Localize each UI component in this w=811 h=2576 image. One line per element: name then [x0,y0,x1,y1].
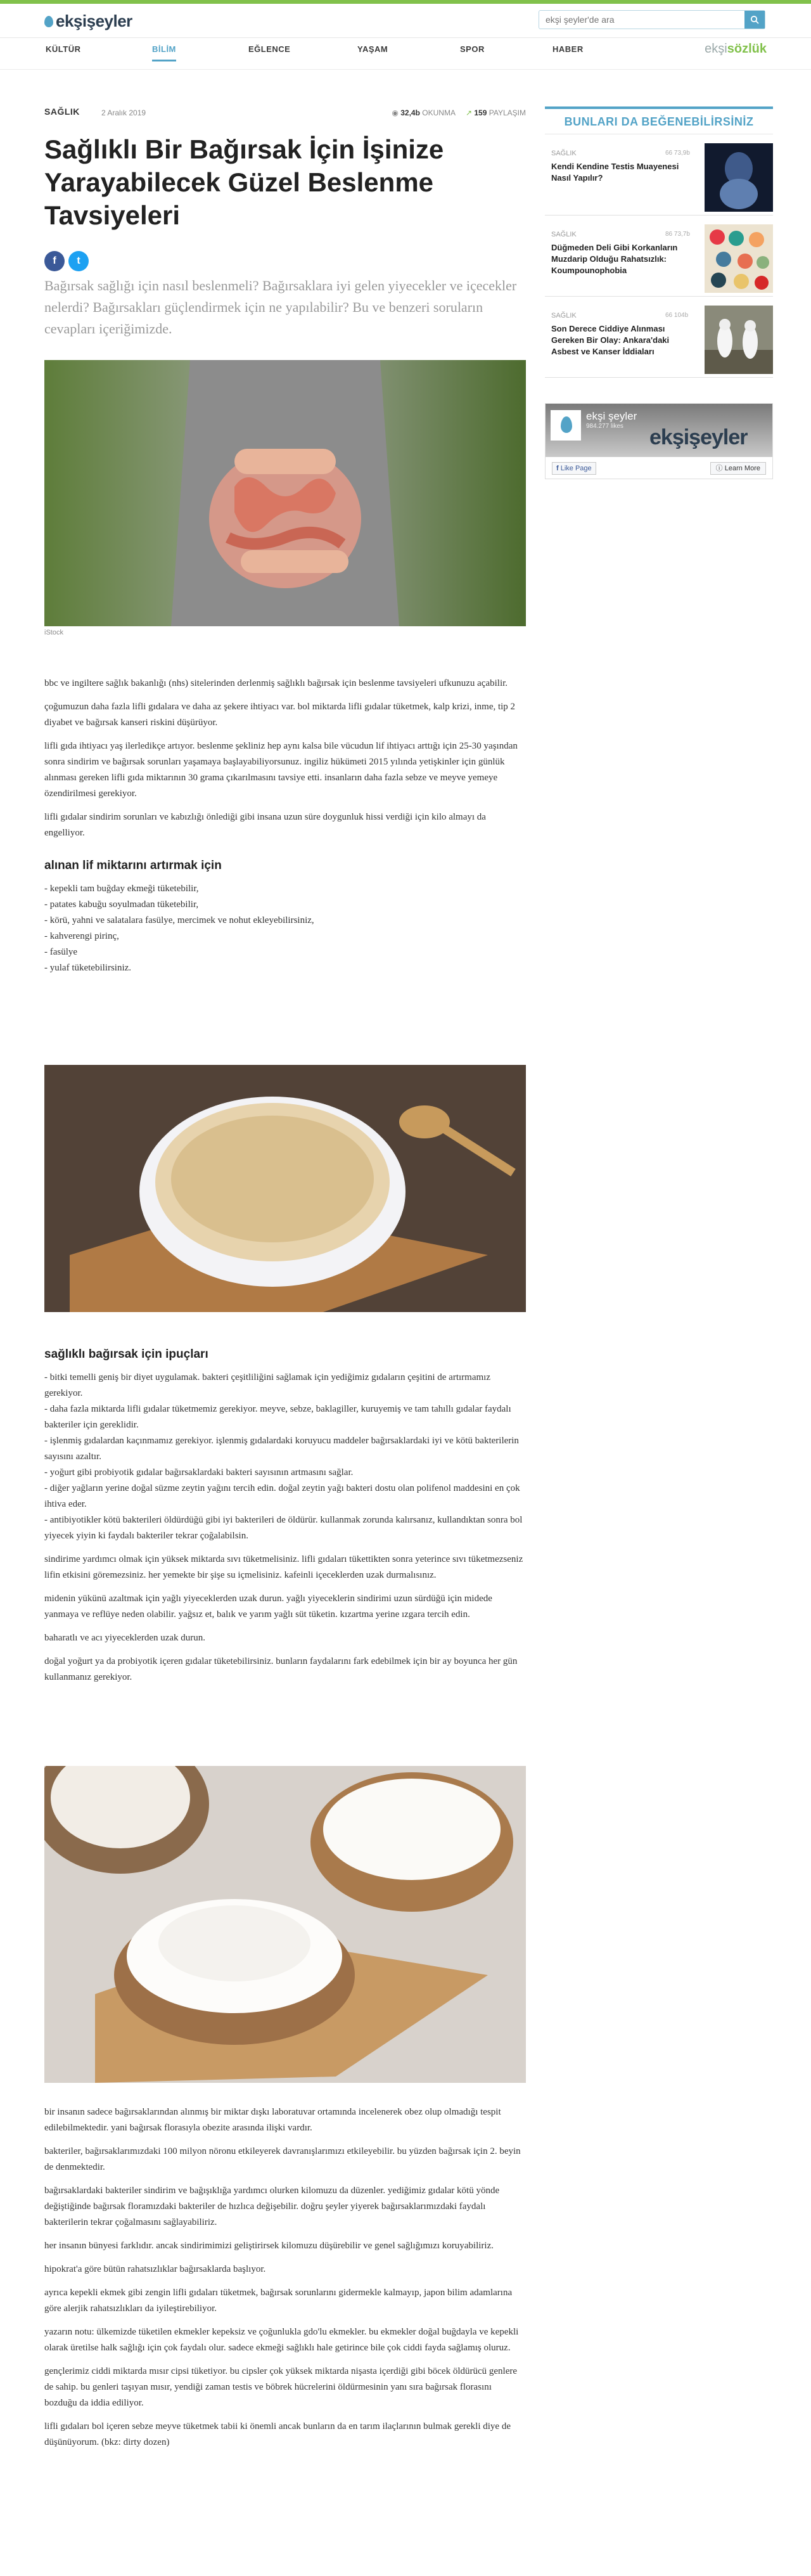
list-item: - körü, yahni ve salatalara fasülye, mercimek ve nohut ekleyebilirsiniz, [44,915,314,925]
list-item: - işlenmiş gıdalardan kaçınmamız gerekiyor. işlenmiş gıdalardaki koruyucu maddeler bağırsaklardaki iyi ve kötü bakterilerin sayısını azaltır. [44,1436,519,1462]
body-paragraph: lifli gıdaları bol içeren sebze meyve tüketmek tabii ki önemli ancak bunların da en tarım ilaçlarının bulmak gerekli diye de düşünüyorum. (bkz: dirty dozen) [44,2421,511,2447]
body-paragraph: bakteriler, bağırsaklarımızdaki 100 milyon nöronu etkileyerek davranışlarımızı etkileyebilir. bu yüzden bağırsak için 2. beyin de denmektedir. [44,2146,521,2172]
article-title: Sağlıklı Bir Bağırsak İçin İşinize Yarayabilecek Güzel Beslenme Tavsiyeleri [44,134,444,230]
list-item: - daha fazla miktarda lifli gıdalar tüketmemiz gerekiyor. meyve, sebze, baklagiller, kuruyemiş ve tam tahıllı gıdalar faydalı bakteriler için gereklidir. [44,1404,511,1430]
list-item: - antibiyotikler kötü bakterileri öldürdüğü gibi iyi bakterileri de öldürür. kullanmak zorunda kalırsanız, kullandıktan sonra bol yiyecek yiyin ki faydalı bakteriler tekrar çoğalabilsin. [44,1515,523,1541]
card-category: SAĞLIK [551,231,577,238]
card-stat: 86 73,7b [665,231,690,238]
body-paragraph: her insanın bünyesi farklıdır. ancak sindirimimizi geliştirirsek kilomuzu düşürebilir ve genel sağlığımızı koruyabiliriz. [44,2241,494,2251]
card-title[interactable]: Kendi Kendine Testis Muayenesi Nasıl Yapılır? [551,162,679,183]
body-paragraph: bbc ve ingiltere sağlık bakanlığı (nhs) sitelerinden derlenmiş sağlıklı bağırsak için beslenme tavsiyeleri ufkunuzu açabilir. [44,678,508,688]
article-body-closing [44,2104,526,2458]
eye-icon: ◉ [392,108,399,117]
article-date: 2 Aralık 2019 [101,108,146,117]
article-category[interactable]: SAĞLIK [44,106,80,117]
article-body-intro [44,676,526,976]
tips-list [44,1370,526,1544]
read-count: 32,4b [400,108,420,117]
learn-label: Learn More [724,465,760,472]
card-title[interactable]: Son Derece Ciddiye Alınması Gereken Bir Olay: Ankara'daki Asbest ve Kanser İddiaları [551,324,670,356]
share-count: 159 [474,108,487,117]
body-paragraph: çoğumuzun daha fazla lifli gıdalara ve daha az şekere ihtiyacı var. bol miktarda lifli gıdalar tüketmek, kalp krizi, inme, tip 2 diyabet ve bağırsak kanseri riskini düşürüyor. [44,702,516,728]
eksi-sozluk-link[interactable] [705,42,767,56]
learn-more-button[interactable] [710,462,766,475]
body-paragraph: lifli gıda ihtiyacı yaş ilerledikçe artıyor. beslenme şekliniz hep aynı kalsa bile vücudun lif ihtiyacı arttığı için 25-30 yaşından sonra sindirim ve bağırsak sorunları yaşamaya başlayabiliyorsunuz. ingiliz hükümeti 2015 yılında yetişkinler için günlük alınması gereken lifli gıda miktarının 30 grama çıkarılmasını tavsiye etti. insanların daha fazla sebze ve meyve yemeye özendirilmesi gerekiyor. [44,741,518,799]
share-label: PAYLAŞIM [489,108,526,117]
card-title[interactable]: Düğmeden Deli Gibi Korkanların Muzdarip Olduğu Rahatsızlık: Koumpounophobia [551,243,678,275]
article-body-tips [44,1346,526,1693]
page-avatar[interactable] [551,410,581,441]
body-paragraph: midenin yükünü azaltmak için yağlı yiyeceklerden uzak durun. yağlı yiyeceklerin sindirimi uzun sürdüğü için midede yanmaya ve reflüye neden olabilir. yağsız et, balık ve yarım yağlı süt tüketin. kızartma yerine ızgara tercih edin. [44,1594,492,1620]
card-stat: 66 104b [665,312,689,319]
nav-item-kultur[interactable]: KÜLTÜR [46,44,81,54]
body-paragraph: doğal yoğurt ya da probiyotik içeren gıdalar tüketebilirsiniz. bunların faydalarını fark edebilmek için bir ay boyunca her gün kullanmanız gerekiyor. [44,1656,518,1682]
page-logo: ekşişeyler [649,425,748,449]
main-nav [0,38,811,70]
brand-suffix: sözlük [727,42,767,56]
page-likes: 984.277 likes [586,423,623,430]
list-item: - yoğurt gibi probiyotik gıdalar bağırsaklardaki bakteri sayısının artmasını sağlar. [44,1467,354,1478]
card-thumbnail[interactable] [705,306,773,374]
widget-cover[interactable] [546,404,772,457]
search-box [539,10,765,29]
oats-image [44,1065,526,1312]
card-category: SAĞLIK [551,312,577,319]
list-item: - diğer yağların yerine doğal süzme zeytin yağını tercih edin. doğal zeytin yağı bakteri dostu olan polifenol maddesini en çok ihtiva eder. [44,1483,520,1509]
body-paragraph: hipokrat'a göre bütün rahatsızlıklar bağırsaklarda başlıyor. [44,2264,266,2274]
drop-icon [44,16,53,27]
sidebar-header: BUNLARI DA BEĞENEBİLİRSİNİZ [545,106,773,134]
intestine-image [44,360,526,626]
sidebar [545,106,773,479]
card-category: SAĞLIK [551,150,577,157]
facebook-share-button[interactable]: f [44,251,65,271]
drop-icon [561,416,572,433]
nav-item-yasam[interactable]: YAŞAM [357,44,388,54]
related-card[interactable] [545,303,773,378]
article-meta [44,106,526,120]
fiber-list [44,881,526,976]
card-thumbnail[interactable] [705,143,773,212]
site-logo[interactable] [44,11,132,31]
body-paragraph: baharatlı ve acı yiyeceklerden uzak durun. [44,1633,206,1643]
yogurt-image [44,1766,526,2083]
list-item: - kepekli tam buğday ekmeği tüketebilir, [44,884,199,894]
body-paragraph: bir insanın sadece bağırsaklarından alınmış bir miktar dışkı laboratuvar ortamında incelenerek obez olup olmadığı tespit edilebilmektedir. yani bağırsak florasıyla obezite arasında ilişki vardır. [44,2107,501,2133]
section-heading-tips: sağlıklı bağırsak için ipuçları [44,1348,208,1361]
body-paragraph: bağırsaklardaki bakteriler sindirim ve bağışıklığa yardımcı olurken kilomuzu da düzenler. yediğimiz gıdalar kötü yönde değiştiğinde bağırsak floramızdaki bakteriler de hızlıca değişebilir. doğru şeyler yiyerek bağırsaklarımızdaki faydalı bakterilerin tekrar çoğalmasını sağlayabiliriz. [44,2186,500,2227]
body-paragraph: yazarın notu: ülkemizde tüketilen ekmekler kepeksiz ve çoğunlukla gdo'lu ekmekler. bu ekmekler doğal buğdayla ve kepekli olarak üretilse halk sağlığı için çok faydalı olur. sadece ekmeği sağlıklı hale getirince bile çok ciddi fayda sağlamış oluruz. [44,2327,519,2353]
card-thumbnail[interactable] [705,224,773,293]
site-header [0,4,811,38]
brand-prefix: ekşi [705,42,727,56]
section-heading-fiber: alınan lif miktarını artırmak için [44,859,222,872]
body-paragraph: ayrıca kepekli ekmek gibi zengin lifli gıdaları tüketmek, bağırsak sorunlarını gidermekle kalmayıp, japon bilim adamlarına göre alerjik rahatsızlıkları da iyileştirebiliyor. [44,2288,513,2314]
list-item: - bitki temelli geniş bir diyet uygulamak. bakteri çeşitliliğini sağlamak için yediğimiz gıdaların çeşitini de artırmamız gerekiyor. [44,1372,490,1398]
card-stat: 66 73,9b [665,150,690,157]
list-item: - fasülye [44,947,78,957]
nav-item-eglence[interactable]: EĞLENCE [248,44,291,54]
image-caption: iStock [44,629,63,636]
facebook-page-widget [545,403,773,479]
like-page-button[interactable] [552,462,596,475]
twitter-share-button[interactable]: t [68,251,89,271]
body-paragraph: gençlerimiz ciddi miktarda mısır cipsi tüketiyor. bu cipsler çok yüksek miktarda nişasta içerdiği gibi böcek öldürücü genlere de sahip. bu genleri taşıyan mısır, yendiği zaman testis ve böbrek hücrelerini öldürmesinin yanı sıra bağırsak florasını bozduğu da iddia ediliyor. [44,2366,518,2408]
logo-text: ekşişeyler [56,11,132,30]
facebook-icon: f [556,465,559,472]
search-icon [750,15,759,24]
body-paragraph: lifli gıdalar sindirim sorunları ve kabızlığı önlediği gibi insana uzun süre doygunluk hissi verdiği için kilo almayı da engelliyor. [44,812,486,838]
like-label: Like Page [560,465,592,472]
list-item: - yulaf tüketebilirsiniz. [44,963,132,973]
article-summary: Bağırsak sağlığı için nasıl beslenmeli? Bağırsaklara iyi gelen yiyecekler ve içecekler nelerdi? Bağırsakları güçlendirmek için ne yapılabilir? Bu ve benzeri soruların cevapları içeriğimizde. [44,278,517,337]
read-label: OKUNMA [422,108,456,117]
page-name[interactable]: ekşi şeyler [586,410,637,422]
article-stats [392,108,526,117]
related-card[interactable] [545,222,773,297]
info-icon: ⓘ [715,465,723,472]
body-paragraph: sindirime yardımcı olmak için yüksek miktarda sıvı tüketmelisiniz. lifli gıdaları tükettikten sonra yeterince sıvı tüketmezseniz lifin etkisini göremezsiniz. her yemekte bir şişe su içmelisiniz. kafeinli içeceklerden uzak durmalısınız. [44,1554,523,1580]
share-buttons [44,251,93,273]
search-input[interactable] [539,11,742,29]
nav-item-haber[interactable]: HABER [552,44,584,54]
list-item: - kahverengi pirinç, [44,931,119,941]
nav-item-bilim[interactable]: BİLİM [152,44,176,54]
related-card[interactable] [545,141,773,216]
list-item: - patates kabuğu soyulmadan tüketebilir, [44,899,199,910]
nav-item-spor[interactable]: SPOR [460,44,485,54]
search-button[interactable] [744,11,765,29]
trend-icon: ↗ [465,108,473,117]
